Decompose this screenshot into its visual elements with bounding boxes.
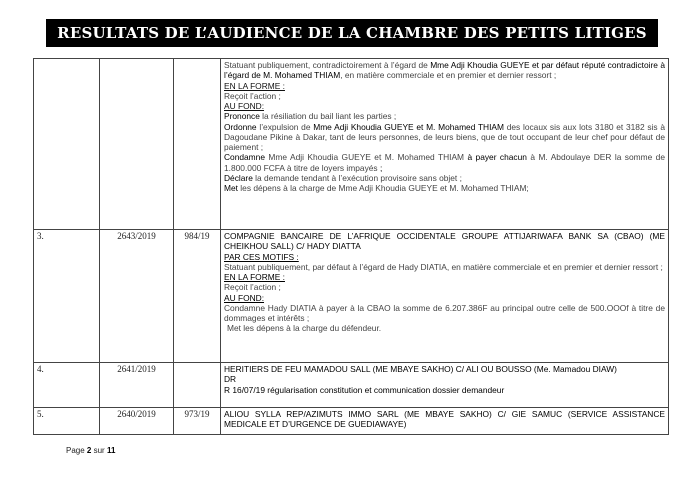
condamne-emph: à payer chacun: [467, 152, 527, 163]
decision-text: [221, 363, 669, 408]
decision-text: [221, 408, 669, 435]
ordonne-parties: Mme Adji Khoudia GUEYE et M. Mohamed THIAM: [313, 121, 504, 132]
declare-label: Déclare: [224, 172, 253, 183]
case-title: HERITIERS DE FEU MAMADOU SALL (ME MBAYE SAKHO) C/ ALI OU BOUSSO (Me. Mamadou DIAW): [224, 364, 617, 374]
statuant-text: Statuant publiquement, par défaut à l’égard de Hady DIATIA, en matière commerciale et en premier et dernier ressort ;: [224, 261, 663, 272]
table-row: [34, 363, 669, 408]
repertoire-number: [174, 59, 221, 230]
page-number: 2: [86, 446, 92, 455]
repertoire-number: 984/19: [174, 230, 221, 363]
intro-end-text: , en matière commerciale et en premier et dernier ressort ;: [340, 70, 557, 81]
status-code: DR: [224, 374, 237, 385]
results-table: [33, 58, 669, 435]
intro-text: Statuant publiquement, contradictoirement à l’égard de: [224, 60, 431, 70]
forme-text: Reçoit l’action ;: [224, 282, 281, 293]
page-footer: [66, 446, 115, 455]
ordonne-label: Ordonne: [224, 121, 257, 132]
parties-text: Mme Adji Khoudia GUEYE et par défaut réputé contradictoire à l’égard de M. Mohamed THIAM: [224, 60, 665, 81]
page-label: Page: [66, 446, 85, 455]
condamne-text-a: Mme Adji Khoudia GUEYE et M. Mohamed THIAM: [264, 152, 468, 163]
rg-number: 2643/2019: [100, 230, 174, 363]
decision-text: [221, 59, 669, 230]
met-text: Met les dépens à la charge du défendeur.: [227, 323, 382, 334]
table-row: [34, 408, 669, 435]
page-separator: sur: [93, 446, 105, 455]
rg-number: [100, 59, 174, 230]
case-title: COMPAGNIE BANCAIRE DE L’AFRIQUE OCCIDENTALE GROUPE ATTIJARIWAFA BANK SA (CBAO) (ME CHEIKHOU SALL) C/ HADY DIATTA: [224, 231, 665, 252]
case-number: [34, 59, 100, 230]
case-number: 4.: [34, 363, 100, 408]
forme-heading: EN LA FORME :: [224, 272, 285, 282]
met-label: Met: [224, 183, 238, 193]
repertoire-number: 973/19: [174, 408, 221, 435]
rg-number: 2640/2019: [100, 408, 174, 435]
table-row: [34, 59, 669, 230]
ordonne-text-a: l’expulsion de: [256, 121, 314, 132]
case-number: 3.: [34, 230, 100, 363]
case-number: 5.: [34, 408, 100, 435]
renvoi-text: R 16/07/19 régularisation constitution et communication dossier demandeur: [224, 384, 505, 395]
forme-heading: EN LA FORME :: [224, 80, 285, 91]
ordonne-text-b: des locaux sis aux lots 3180 et 3182 sis à Dagoudane Pikine à Dakar, tant de leurs personnes, de leurs biens, que de tout occupant de leur chef pour défaut de paiement ;: [224, 121, 665, 152]
declare-text: la demande tendant à l’exécution provisoire sans objet ;: [252, 172, 462, 183]
condamne-label: Condamne: [224, 152, 265, 163]
page-title: RESULTATS DE L’AUDIENCE DE LA CHAMBRE DES PETITS LITIGES: [46, 19, 658, 47]
repertoire-number: [174, 363, 221, 408]
fond-heading: AU FOND:: [224, 101, 265, 111]
fond-heading: AU FOND:: [224, 292, 265, 303]
page-total: 11: [106, 446, 116, 455]
condamne-end: ;: [379, 162, 383, 173]
met-text: les dépens à la charge de Mme Adji Khoudia GUEYE et M. Mohamed THIAM;: [237, 183, 529, 193]
condamne-text-b: à M. Abdoulaye DER la somme de 1.800.000 FCFA à titre de loyers impayés: [224, 152, 665, 173]
forme-text: Reçoit l’action ;: [224, 90, 281, 101]
table-row: [34, 230, 669, 363]
motifs-heading: PAR CES MOTIFS :: [224, 251, 299, 262]
prononce-text: la résiliation du bail liant les parties ;: [259, 111, 397, 122]
decision-text: [221, 230, 669, 363]
condamne-text: Condamne Hady DIATIA à payer à la CBAO la somme de 6.207.386F au principal outre celle de 500.OOOf à titre de dommages et intérêts ;: [224, 302, 665, 323]
rg-number: 2641/2019: [100, 363, 174, 408]
case-title: ALIOU SYLLA REP/AZIMUTS IMMO SARL (ME MBAYE SAKHO) C/ GIE SAMUC (SERVICE ASSISTANCE MEDICALE ET D’URGENCE DE GUEDIAWAYE): [224, 409, 665, 430]
prononce-label: Prononce: [224, 111, 260, 122]
